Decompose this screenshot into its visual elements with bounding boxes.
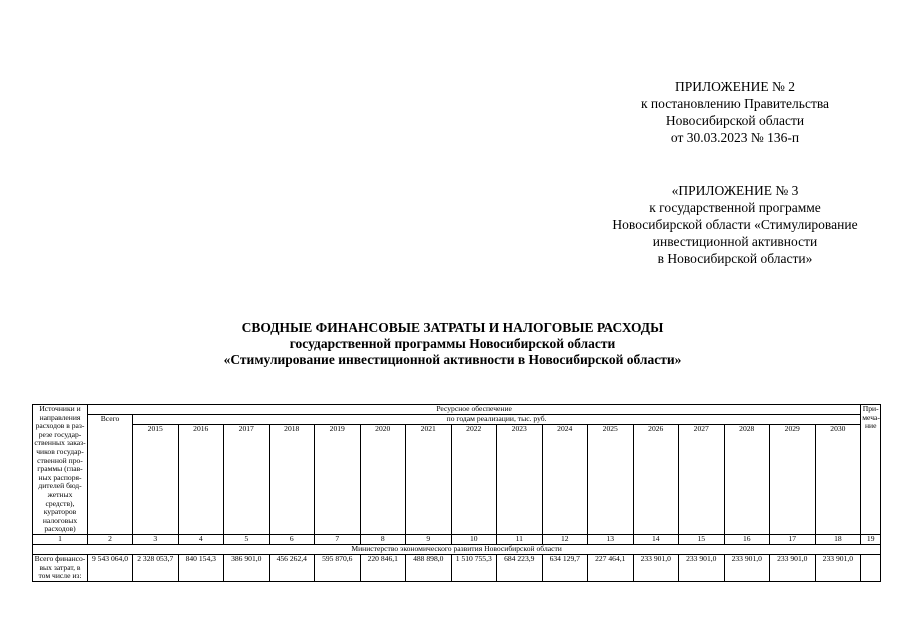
year-value: 456 262,4 <box>269 554 315 581</box>
year-header: 2019 <box>315 424 361 534</box>
column-number: 6 <box>269 534 315 544</box>
year-value: 2 328 053,7 <box>133 554 179 581</box>
column-number: 1 <box>33 534 88 544</box>
year-value: 227 464,1 <box>588 554 634 581</box>
appendix-2-header <box>585 78 885 146</box>
header-years-row <box>33 424 881 534</box>
year-value: 1 510 755,3 <box>451 554 497 581</box>
appendix-title: «ПРИЛОЖЕНИЕ № 3 <box>671 183 799 198</box>
column-numbers-row <box>33 534 881 544</box>
appendix-line: инвестиционной активности <box>652 234 818 249</box>
header-note: При-меча-ние <box>861 405 881 535</box>
column-number: 8 <box>360 534 406 544</box>
appendix-line: в Новосибирской области» <box>657 251 813 266</box>
section-row <box>33 544 881 554</box>
title-line: государственной программы Новосибирской области <box>289 336 616 351</box>
appendix-line: к постановлению Правительства <box>640 96 830 111</box>
year-header: 2025 <box>588 424 634 534</box>
column-number: 4 <box>178 534 224 544</box>
column-number: 18 <box>815 534 861 544</box>
year-value: 233 901,0 <box>679 554 725 581</box>
year-value: 233 901,0 <box>724 554 770 581</box>
financial-table <box>32 404 881 582</box>
year-header: 2026 <box>633 424 679 534</box>
column-number: 10 <box>451 534 497 544</box>
title-line: СВОДНЫЕ ФИНАНСОВЫЕ ЗАТРАТЫ И НАЛОГОВЫЕ РАСХОДЫ <box>241 320 664 335</box>
row-note <box>861 554 881 581</box>
header-by-years: по годам реализации, тыс. руб. <box>133 414 861 424</box>
year-header: 2027 <box>679 424 725 534</box>
year-header: 2028 <box>724 424 770 534</box>
year-value: 684 223,9 <box>497 554 543 581</box>
year-header: 2016 <box>178 424 224 534</box>
column-number: 14 <box>633 534 679 544</box>
year-value: 488 898,0 <box>406 554 452 581</box>
year-value: 233 901,0 <box>770 554 816 581</box>
appendix-date: от 30.03.2023 № 136-п <box>670 130 800 145</box>
year-header: 2030 <box>815 424 861 534</box>
column-number: 17 <box>770 534 816 544</box>
column-number: 12 <box>542 534 588 544</box>
column-number: 2 <box>88 534 133 544</box>
year-value: 634 129,7 <box>542 554 588 581</box>
appendix-line: к государственной программе <box>649 200 821 215</box>
year-value: 840 154,3 <box>178 554 224 581</box>
year-header: 2017 <box>224 424 270 534</box>
header-sources: Источники и направления расходов в раз-резе государ-ственных заказ-чиков государ-ственной про-граммы (глав-ных распоря-дителей бюд-жетных средств), кураторов налоговых расходов) <box>34 404 86 534</box>
year-value: 595 870,6 <box>315 554 361 581</box>
column-number: 13 <box>588 534 634 544</box>
year-value: 233 901,0 <box>633 554 679 581</box>
year-header: 2024 <box>542 424 588 534</box>
column-number: 5 <box>224 534 270 544</box>
title-line: «Стимулирование инвестиционной активности в Новосибирской области» <box>223 352 682 367</box>
year-value: 233 901,0 <box>815 554 861 581</box>
appendix-title: ПРИЛОЖЕНИЕ № 2 <box>674 79 796 94</box>
column-number: 3 <box>133 534 179 544</box>
year-header: 2018 <box>269 424 315 534</box>
year-header: 2023 <box>497 424 543 534</box>
row-total: 9 543 064,0 <box>88 554 133 581</box>
header-row-2 <box>33 414 881 424</box>
section-title: Министерство экономического развития Новосибирской области <box>33 544 881 554</box>
appendix-line: Новосибирской области «Стимулирование <box>612 217 858 232</box>
column-number: 15 <box>679 534 725 544</box>
column-number: 9 <box>406 534 452 544</box>
column-number: 7 <box>315 534 361 544</box>
year-value: 386 901,0 <box>224 554 270 581</box>
column-number: 19 <box>861 534 881 544</box>
year-value: 220 846,1 <box>360 554 406 581</box>
header-total: Всего <box>88 414 133 534</box>
header-resources: Ресурсное обеспечение <box>88 405 861 415</box>
year-header: 2015 <box>133 424 179 534</box>
column-number: 16 <box>724 534 770 544</box>
year-header: 2020 <box>360 424 406 534</box>
document-title <box>0 320 905 368</box>
year-header: 2021 <box>406 424 452 534</box>
header-row-1 <box>33 405 881 415</box>
column-number: 11 <box>497 534 543 544</box>
row-label: Всего финансо-вых затрат, в том числе из: <box>33 554 88 581</box>
appendix-line: Новосибирской области <box>665 113 805 128</box>
year-header: 2022 <box>451 424 497 534</box>
appendix-3-header <box>585 182 885 267</box>
year-header: 2029 <box>770 424 816 534</box>
table-row <box>33 554 881 581</box>
